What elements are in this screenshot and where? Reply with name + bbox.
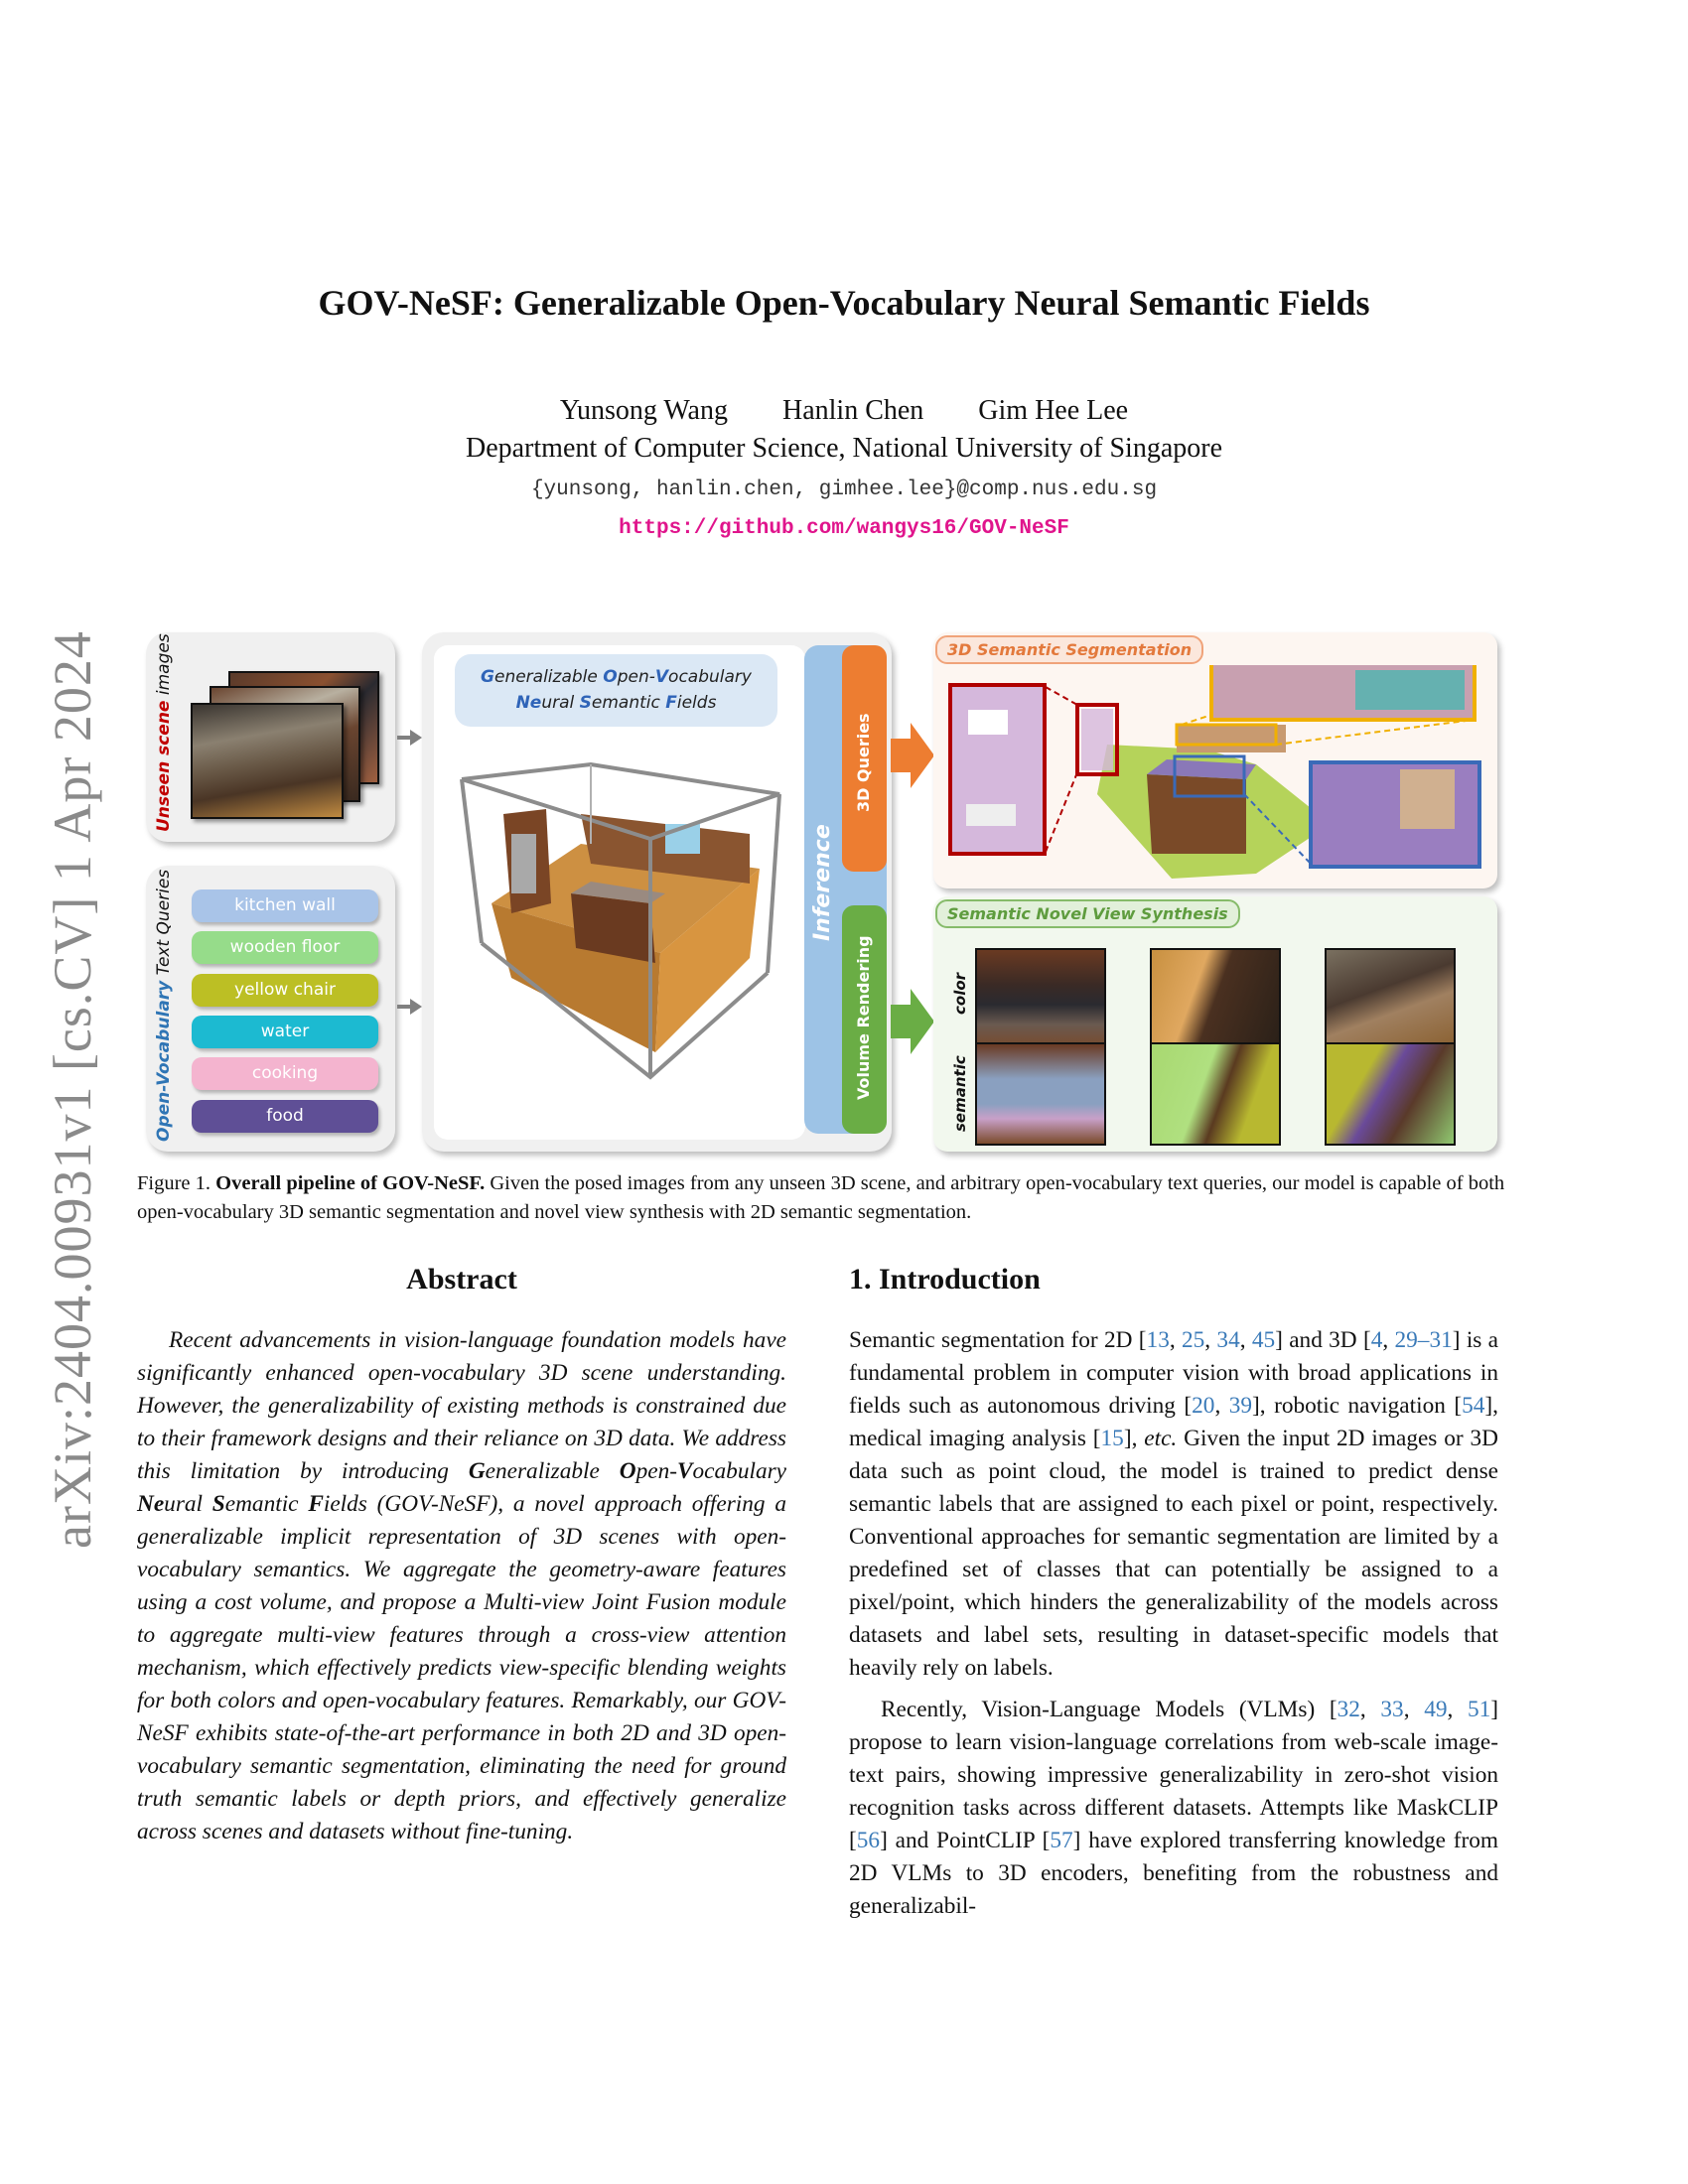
- query-pill-wooden-floor: wooden floor: [192, 931, 378, 964]
- label-text-queries: Text Queries: [154, 869, 174, 981]
- author-name: Hanlin Chen: [781, 395, 924, 426]
- arrow-right-icon: [397, 1005, 412, 1009]
- color-view-1: [975, 948, 1106, 1051]
- nvs-panel-title: Semantic Novel View Synthesis: [935, 899, 1240, 928]
- abstract-body: Recent advancements in vision-language foundation models have significantly enhanced open-vocabulary 3D scene understanding. However, the generalizability of existing methods is constrained due to their framework designs and their reliance on 3D data. We address this limitation by introducing Generalizable Open-Vocabulary Neural Semantic Fields (GOV-NeSF), a novel approach offering a generalizable implicit representation of 3D scenes with open-vocabulary semantics. We aggregate the geometry-aware features using a cost volume, and propose a Multi-view Joint Fusion module to aggregate multi-view features through a cross-view attention mechanism, which effectively predicts view-specific blending weights for both colors and open-vocabulary features. Remarkably, our GOV-NeSF exhibits state-of-the-art performance in both 2D and 3D open-vocabulary semantic segmentation, eliminating the need for ground truth semantic labels or depth priors, and effectively generalize across scenes and datasets without fine-tuning.: [137, 1327, 786, 1844]
- label-open-vocabulary: Open-Vocabulary: [154, 980, 174, 1142]
- italic-text: etc.: [1144, 1426, 1178, 1451]
- query-pill-cooking: cooking: [192, 1057, 378, 1090]
- author-name: Yunsong Wang: [559, 395, 728, 426]
- orange-arrow-icon: [891, 723, 934, 788]
- row-label-color: color: [951, 972, 969, 1015]
- query-pill-food: food: [192, 1100, 378, 1133]
- color-view-2: [1150, 948, 1281, 1051]
- abstract-section: [137, 1261, 786, 1848]
- query-pill-yellow-chair: yellow chair: [192, 974, 378, 1007]
- paper-title: GOV-NeSF: Generalizable Open-Vocabulary Neural Semantic Fields: [318, 283, 1370, 323]
- introduction-heading: 1. Introduction: [849, 1263, 1041, 1296]
- author-emails: {yunsong, hanlin.chen, gimhee.lee}@comp.nus.edu.sg: [530, 478, 1158, 501]
- citation-link[interactable]: 49: [1424, 1697, 1448, 1722]
- citation-link[interactable]: 25: [1181, 1327, 1205, 1353]
- citation-link[interactable]: 34: [1216, 1327, 1240, 1353]
- scene-photo-front: [191, 703, 344, 819]
- citation-link[interactable]: 32: [1336, 1697, 1360, 1722]
- queries-3d-label: 3D Queries: [854, 713, 873, 812]
- author-list: [0, 395, 1688, 427]
- abstract-text: (GOV-NeSF), a novel approach offering a generalizable implicit representation of 3D scenes with open-vocabulary semantics. We aggregate the geometry-aware features using a cost volume, and propose a Multi-view Joint Fusion module to aggregate multi-view features through a cross-view attention mechanism, which effectively predicts view-specific blending weights for both colors and open-vocabulary features. Remarkably, our GOV-NeSF exhibits state-of-the-art performance in both 2D and 3D open-vocabulary semantic segmentation, eliminating the need for ground truth semantic labels or depth priors, and effectively generalize across scenes and datasets without fine-tuning.: [137, 1491, 786, 1844]
- citation-link[interactable]: 56: [856, 1828, 881, 1853]
- text-queries-label: [154, 870, 174, 1142]
- inference-label: Inference: [810, 824, 835, 941]
- query-pill-water: water: [192, 1016, 378, 1048]
- volume-rendering-label: Volume Rendering: [854, 935, 873, 1100]
- semantic-view-3: [1325, 1042, 1456, 1146]
- label-images: images: [154, 633, 174, 701]
- figure-caption: [137, 1169, 1551, 1227]
- model-name-line2: Neural Semantic Fields: [515, 693, 717, 713]
- citation-link[interactable]: 20: [1192, 1393, 1215, 1419]
- semantic-view-1: [975, 1042, 1106, 1146]
- author-name: Gim Hee Lee: [978, 395, 1129, 426]
- semantic-view-2: [1150, 1042, 1281, 1146]
- citation-link[interactable]: 33: [1380, 1697, 1404, 1722]
- caption-label: Figure 1.: [137, 1172, 211, 1194]
- segmentation-result-3d: [938, 665, 1494, 888]
- introduction-body: [849, 1324, 1498, 1923]
- abstract-text: Recent advancements in vision-language foundation models have significantly enhanced open-vocabulary 3D scene understanding. However, the generalizability of existing methods is constrained due to their framework designs and their reliance on 3D data. We address this limitation by introducing: [137, 1327, 786, 1484]
- introduction-section: [849, 1261, 1498, 1923]
- label-unseen-scene: Unseen scene: [154, 700, 174, 832]
- abstract-heading: Abstract: [406, 1263, 517, 1296]
- affiliation: Department of Computer Science, National University of Singapore: [465, 433, 1222, 464]
- citation-link[interactable]: 4: [1370, 1327, 1383, 1353]
- intro-paragraph-2: Recently, Vision-Language Models (VLMs) [32, 33, 49, 51] propose to learn vision-language correlations from web-scale image-text pairs, showing impressive generalizability in zero-shot vision recognition tasks across different datasets. Attempts like MaskCLIP [56] and PointCLIP [57] have explored transferring knowledge from 2D VLMs to 3D encoders, benefiting from the robustness and generalizabil-: [849, 1697, 1499, 1919]
- color-view-3: [1325, 948, 1456, 1051]
- input-images-label: [154, 633, 174, 832]
- arxiv-stamp: arXiv:2404.00931v1 [cs.CV] 1 Apr 2024: [43, 630, 102, 1549]
- project-link[interactable]: https://github.com/wangys16/GOV-NeSF: [619, 517, 1069, 540]
- kitchen-3d-reconstruction: [452, 754, 789, 1082]
- row-label-semantic: semantic: [951, 1055, 969, 1132]
- citation-link[interactable]: 39: [1228, 1393, 1253, 1419]
- citation-link[interactable]: 45: [1251, 1327, 1276, 1353]
- caption-text: Given the posed images from any unseen 3D scene, and arbitrary open-vocabulary text queries, our model is capable of both open-vocabulary 3D semantic segmentation and novel view synthesis with 2D semantic segmentation.: [137, 1172, 1505, 1223]
- citation-link[interactable]: 54: [1462, 1393, 1485, 1419]
- intro-paragraph-1: Semantic segmentation for 2D [13, 25, 34, 45] and 3D [4, 29–31] is a fundamental problem in computer vision with broad applications in fields such as autonomous driving [20, 39], robotic navigation [54], medical imaging analysis [15], etc. Given the input 2D images or 3D data such as point cloud, the model is trained to predict dense semantic labels that are assigned to each pixel or point, respectively. Conventional approaches for semantic segmentation are limited by a predefined set of classes that can potentially be assigned to a pixel/point, which hinders the generalizability of the models across datasets and label sets, resulting in dataset-specific models that heavily rely on labels.: [849, 1327, 1498, 1681]
- segmentation-panel-title: 3D Semantic Segmentation: [935, 635, 1203, 664]
- arrow-right-icon: [397, 736, 412, 740]
- caption-title: Overall pipeline of GOV-NeSF.: [215, 1172, 486, 1194]
- green-arrow-icon: [891, 989, 934, 1054]
- query-pill-kitchen-wall: kitchen wall: [192, 889, 378, 922]
- citation-link[interactable]: 29–31: [1394, 1327, 1453, 1353]
- model-name-line1: Generalizable Open-Vocabulary: [481, 667, 752, 687]
- model-name-box: [455, 654, 777, 727]
- citation-link[interactable]: 57: [1050, 1828, 1073, 1853]
- citation-link[interactable]: 15: [1100, 1426, 1124, 1451]
- citation-link[interactable]: 51: [1467, 1697, 1491, 1722]
- citation-link[interactable]: 13: [1146, 1327, 1170, 1353]
